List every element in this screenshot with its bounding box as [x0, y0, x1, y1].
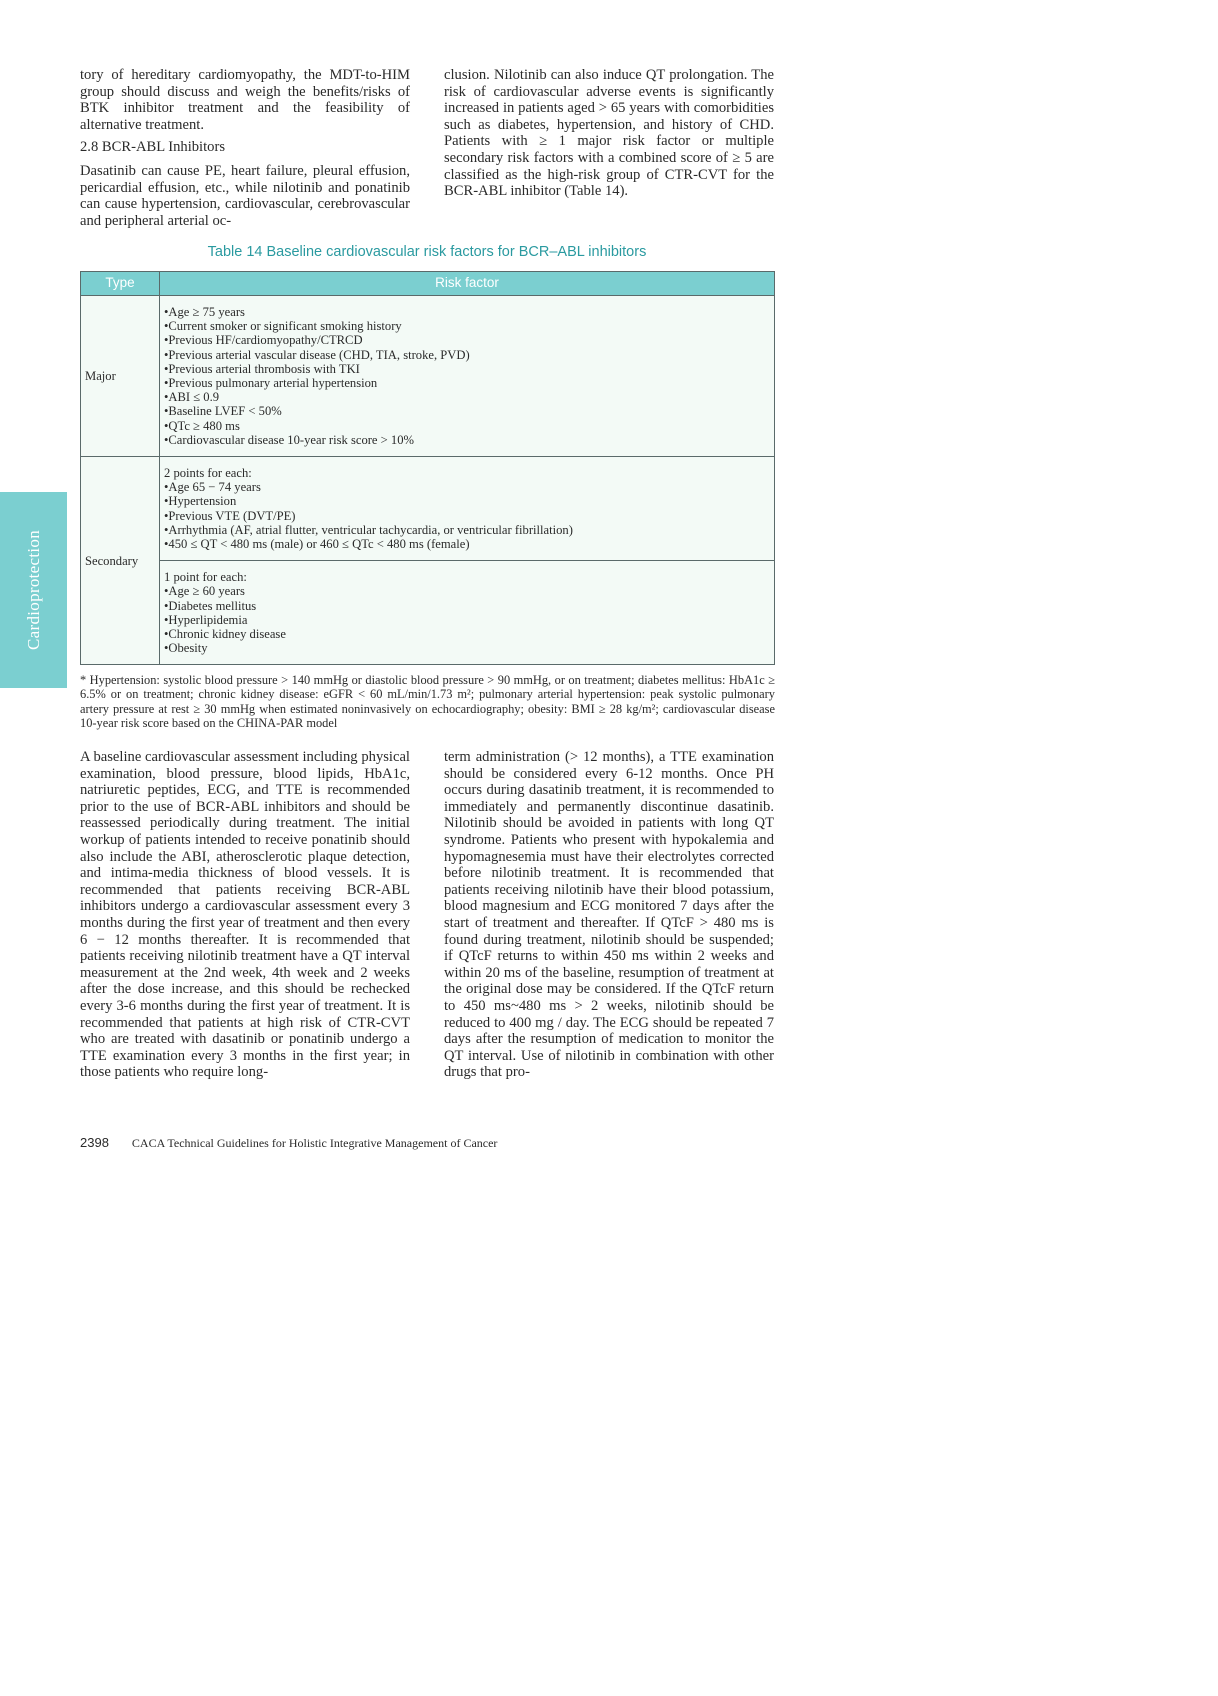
- secondary-1pt-list: [160, 561, 775, 665]
- section-side-tab: [0, 492, 67, 688]
- table-row-secondary-2pt: [81, 457, 775, 561]
- risk-factor-item: •Previous HF/cardiomyopathy/CTRCD: [164, 333, 363, 348]
- table-caption: Table 14 Baseline cardiovascular risk factors for BCR–ABL inhibitors: [207, 244, 647, 260]
- column-header-type: Type: [81, 272, 160, 296]
- table-row-secondary-1pt: [81, 561, 775, 665]
- type-cell-major: Major: [81, 296, 160, 457]
- side-tab-label: Cardioprotection: [23, 530, 43, 650]
- risk-factor-item: •QTc ≥ 480 ms: [164, 418, 240, 433]
- top-right-column: [444, 67, 774, 229]
- paragraph: tory of hereditary cardiomyopathy, the MDT-to-HIM group should discuss and weigh the benefits/risks of BTK inhibitor treatment and the feasibility of alternative treatment.: [80, 67, 410, 133]
- paragraph: term administration (> 12 months), a TTE examination should be considered every 6-12 months. Once PH occurs during dasatinib treatment, it is recommended to immediately and permanently discontinue dasatinib. Nilotinib should be avoided in patients with long QT syndrome. Patients who present with hypokalemia and hypomagnesemia must have their electrolytes corrected before nilotinib treatment. It is recommended that patients receiving nilotinib have their blood potassium, blood magnesium and ECG monitored 7 days after the start of treatment and thereafter. If QTcF > 480 ms is found during treatment, nilotinib should be suspended; if QTcF returns to within 450 ms within 2 weeks and within 20 ms of the baseline, resumption of treatment at the original dose may be considered. If the QTcF return to 450 ms~480 ms > 2 weeks, nilotinib should be reduced to 400 mg / day. The ECG should be repeated 7 days after the resumption of medication to monitor the QT interval. Use of nilotinib in combination with other drugs that pro-: [444, 749, 774, 1081]
- section-heading: 2.8 BCR-ABL Inhibitors: [80, 139, 225, 156]
- type-cell-secondary: Secondary: [81, 457, 160, 665]
- risk-factor-item: •Hyperlipidemia: [164, 612, 248, 627]
- risk-factor-item: •Diabetes mellitus: [164, 598, 257, 613]
- risk-factor-item: 1 point for each:: [164, 570, 247, 585]
- bottom-left-column: [80, 749, 410, 1081]
- risk-factor-item: •Cardiovascular disease 10-year risk score > 10%: [164, 432, 415, 447]
- table-row-major: [81, 296, 775, 457]
- risk-factor-item: •Age ≥ 60 years: [164, 584, 245, 599]
- paragraph: Dasatinib can cause PE, heart failure, pleural effusion, pericardial effusion, etc., while nilotinib and ponatinib can cause hypertension, cardiovascular, cerebrovascular and peripheral arterial oc-: [80, 162, 410, 229]
- risk-factor-table: [80, 271, 775, 665]
- risk-factor-item: •450 ≤ QT < 480 ms (male) or 460 ≤ QTc < 480 ms (female): [164, 537, 470, 552]
- paragraph: clusion. Nilotinib can also induce QT prolongation. The risk of cardiovascular adverse events is significantly increased in patients aged > 65 years with comorbidities such as diabetes, hypertension, and history of CHD. Patients with ≥ 1 major risk factor or multiple secondary risk factors with a combined score of ≥ 5 are classified as the high-risk group of CTR-CVT for the BCR-ABL inhibitor (Table 14).: [444, 67, 774, 200]
- table-footnote: * Hypertension: systolic blood pressure > 140 mmHg or diastolic blood pressure > 90 mmHg, or on treatment; diabetes mellitus: HbA1c ≥ 6.5% or on treatment; chronic kidney disease: eGFR < 60 mL/min/1.73 m²; pulmonary arterial hypertension: peak systolic pulmonary artery pressure at rest ≥ 30 mmHg when estimated noninvasively on echocardiography; obesity: BMI ≥ 28 kg/m²; cardiovascular disease 10-year risk score based on the CHINA-PAR model: [80, 673, 775, 730]
- table-header-row: [81, 272, 775, 296]
- risk-factor-item: •Age ≥ 75 years: [164, 305, 245, 319]
- risk-factor-item: •Age 65 − 74 years: [164, 480, 261, 495]
- paragraph: A baseline cardiovascular assessment including physical examination, blood pressure, blood lipids, HbA1c, natriuretic peptides, ECG, and TTE is recommended prior to the use of BCR-ABL inhibitors and should be reassessed periodically during treatment. The initial workup of patients intended to receive ponatinib should also include the ABI, atherosclerotic plaque detection, and intima-media thickness of blood vessels. It is recommended that patients receiving BCR-ABL inhibitors undergo a cardiovascular assessment every 3 months during the first year of treatment and then every 6 − 12 months thereafter. It is recommended that patients receiving nilotinib treatment have a QT interval measurement at the 2nd week, 4th week and 2 weeks after the dose increase, and this should be rechecked every 3-6 months during the first year of treatment. It is recommended that patients at high risk of CTR-CVT who are treated with dasatinib or ponatinib undergo a TTE examination every 3 months in the first year; in those patients who require long-: [80, 749, 410, 1081]
- running-title: CACA Technical Guidelines for Holistic Integrative Management of Cancer: [131, 1136, 498, 1150]
- risk-factor-item: •Hypertension: [164, 494, 237, 509]
- bottom-right-column: [444, 749, 774, 1081]
- risk-factor-item: •Current smoker or significant smoking history: [164, 319, 402, 334]
- risk-factor-item: •ABI ≤ 0.9: [164, 390, 220, 405]
- top-text-columns: [80, 67, 774, 229]
- risk-factor-item: •Chronic kidney disease: [164, 627, 286, 642]
- page-number: 2398: [80, 1135, 109, 1150]
- risk-factor-item: •Arrhythmia (AF, atrial flutter, ventricular tachycardia, or ventricular fibrillation): [164, 522, 573, 537]
- risk-factor-item: •Previous pulmonary arterial hypertension: [164, 376, 378, 391]
- risk-factor-item: •Previous VTE (DVT/PE): [164, 508, 296, 523]
- risk-factor-item: •Obesity: [164, 641, 208, 656]
- column-header-risk-factor: Risk factor: [160, 272, 775, 296]
- top-left-column: [80, 67, 410, 229]
- page-footer: [80, 1135, 497, 1151]
- risk-factor-item: •Baseline LVEF < 50%: [164, 404, 282, 419]
- secondary-2pt-list: [160, 457, 775, 561]
- risk-factor-item: •Previous arterial thrombosis with TKI: [164, 361, 360, 376]
- risk-factor-item: 2 points for each:: [164, 466, 252, 481]
- bottom-text-columns: [80, 749, 774, 1081]
- risk-factor-item: •Previous arterial vascular disease (CHD, TIA, stroke, PVD): [164, 347, 470, 362]
- major-risk-list: [160, 296, 775, 457]
